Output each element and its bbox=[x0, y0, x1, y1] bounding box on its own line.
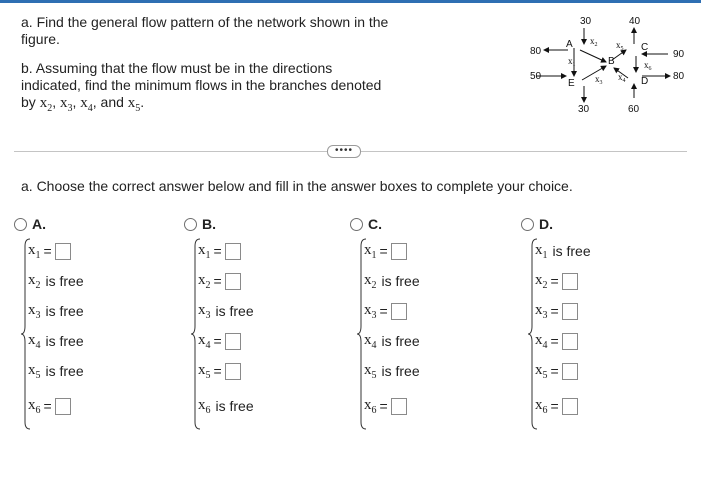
flow-label-80-left: 80 bbox=[530, 46, 542, 57]
choice-header[interactable] bbox=[184, 216, 216, 232]
equals-sign: = bbox=[379, 243, 388, 259]
choice-header[interactable] bbox=[521, 216, 553, 232]
is-free-label: is free bbox=[381, 333, 420, 349]
answer-input-x6[interactable] bbox=[55, 398, 71, 415]
choice-letter: A. bbox=[32, 216, 46, 232]
equation-row-x6 bbox=[198, 397, 254, 415]
branch-label-x6: $x_6$ bbox=[644, 60, 652, 72]
node-label-a: A bbox=[566, 39, 573, 50]
choice-letter: C. bbox=[368, 216, 382, 232]
variable-x4: $x_4$ bbox=[28, 331, 41, 351]
variable-x3: $x_3$ bbox=[28, 301, 41, 321]
equation-row-x5 bbox=[198, 362, 241, 380]
equation-row-x1 bbox=[535, 242, 591, 260]
radio-button-b[interactable] bbox=[184, 218, 197, 231]
variable-x1: $x_1$ bbox=[364, 241, 377, 261]
variable-x4: $x_4$ bbox=[198, 331, 211, 351]
equation-row-x3 bbox=[364, 302, 407, 320]
equation-row-x4 bbox=[364, 332, 420, 350]
choice-header[interactable] bbox=[14, 216, 46, 232]
var-x3: $x_3$ bbox=[59, 95, 73, 114]
var-x5: $x_5$ bbox=[127, 95, 141, 114]
flow-label-30-bottom: 30 bbox=[578, 104, 590, 115]
variable-x6: $x_6$ bbox=[535, 396, 548, 416]
is-free-label: is free bbox=[552, 243, 591, 259]
variable-x2: $x_2$ bbox=[535, 271, 548, 291]
variable-x6: $x_6$ bbox=[364, 396, 377, 416]
answer-choice-b[interactable] bbox=[184, 210, 344, 430]
equals-sign: = bbox=[213, 273, 222, 289]
equation-row-x2 bbox=[535, 272, 578, 290]
variable-x5: $x_5$ bbox=[364, 361, 377, 381]
var-x2: $x_2$ bbox=[39, 95, 53, 114]
question-part-b: b. Assuming that the flow must be in the directions indicated, find the minimum flows in the branches denoted by $x_2$, $x_3$, $x_4$, and $x_5$. bbox=[21, 60, 382, 114]
equation-row-x3 bbox=[198, 302, 254, 320]
is-free-label: is free bbox=[45, 303, 84, 319]
answer-input-x1[interactable] bbox=[391, 243, 407, 260]
variable-x4: $x_4$ bbox=[364, 331, 377, 351]
answer-input-x5[interactable] bbox=[562, 363, 578, 380]
equation-row-x4 bbox=[535, 332, 578, 350]
flow-label-50: 50 bbox=[530, 71, 542, 82]
equation-row-x1 bbox=[28, 242, 71, 260]
equation-row-x2 bbox=[28, 272, 84, 290]
flow-label-40: 40 bbox=[629, 16, 641, 27]
instruction-text: a. Choose the correct answer below and fill in the answer boxes to complete your choice. bbox=[21, 178, 573, 194]
equals-sign: = bbox=[550, 333, 559, 349]
variable-x2: $x_2$ bbox=[198, 271, 211, 291]
branch-label-x5: $x_5$ bbox=[616, 40, 624, 52]
answer-input-x2[interactable] bbox=[562, 273, 578, 290]
is-free-label: is free bbox=[381, 363, 420, 379]
equation-row-x5 bbox=[28, 362, 84, 380]
expand-button[interactable]: •••• bbox=[327, 145, 361, 158]
flow-label-60: 60 bbox=[628, 104, 640, 115]
equals-sign: = bbox=[213, 243, 222, 259]
answer-choice-c[interactable] bbox=[350, 210, 510, 430]
question-part-a bbox=[21, 14, 391, 48]
is-free-label: is free bbox=[45, 273, 84, 289]
variable-x1: $x_1$ bbox=[198, 241, 211, 261]
branch-label-x4: $x_4$ bbox=[618, 72, 626, 84]
top-accent-rule bbox=[0, 0, 701, 3]
variable-x6: $x_6$ bbox=[198, 396, 211, 416]
branch-x3-arrow bbox=[582, 66, 606, 80]
variable-x5: $x_5$ bbox=[198, 361, 211, 381]
question-part-a-text: a. Find the general flow pattern of the network shown in the figure. bbox=[21, 14, 389, 47]
question-part-b-text: b. Assuming that the flow must be in the directions indicated, find the minimum flows in the branches denoted by bbox=[21, 60, 382, 110]
answer-input-x4[interactable] bbox=[225, 333, 241, 350]
equation-row-x2 bbox=[198, 272, 241, 290]
radio-button-c[interactable] bbox=[350, 218, 363, 231]
is-free-label: is free bbox=[381, 273, 420, 289]
equation-row-x1 bbox=[198, 242, 241, 260]
variable-x5: $x_5$ bbox=[28, 361, 41, 381]
variable-x3: $x_3$ bbox=[535, 301, 548, 321]
equation-row-x6 bbox=[28, 397, 71, 415]
equation-row-x5 bbox=[535, 362, 578, 380]
answer-input-x4[interactable] bbox=[562, 333, 578, 350]
node-label-e: E bbox=[568, 78, 575, 89]
flow-label-90: 90 bbox=[673, 49, 685, 60]
equation-row-x1 bbox=[364, 242, 407, 260]
flow-label-80-right: 80 bbox=[673, 71, 685, 82]
equation-row-x3 bbox=[28, 302, 84, 320]
answer-input-x5[interactable] bbox=[225, 363, 241, 380]
equation-row-x3 bbox=[535, 302, 578, 320]
flow-label-30-top: 30 bbox=[580, 16, 592, 27]
equals-sign: = bbox=[43, 398, 52, 414]
variable-x4: $x_4$ bbox=[535, 331, 548, 351]
answer-input-x6[interactable] bbox=[562, 398, 578, 415]
variable-x2: $x_2$ bbox=[364, 271, 377, 291]
variable-x5: $x_5$ bbox=[535, 361, 548, 381]
equation-row-x6 bbox=[535, 397, 578, 415]
answer-input-x1[interactable] bbox=[225, 243, 241, 260]
branch-label-x1: $x_1$ bbox=[568, 56, 576, 68]
variable-x3: $x_3$ bbox=[364, 301, 377, 321]
var-x4: $x_4$ bbox=[80, 95, 93, 114]
equation-row-x4 bbox=[28, 332, 84, 350]
equals-sign: = bbox=[213, 363, 222, 379]
node-label-d: D bbox=[641, 76, 649, 87]
answer-input-x3[interactable] bbox=[391, 303, 407, 320]
network-figure bbox=[530, 10, 701, 120]
equals-sign: = bbox=[213, 333, 222, 349]
equals-sign: = bbox=[550, 303, 559, 319]
answer-input-x2[interactable] bbox=[225, 273, 241, 290]
is-free-label: is free bbox=[215, 303, 254, 319]
equals-sign: = bbox=[43, 243, 52, 259]
equals-sign: = bbox=[379, 398, 388, 414]
answer-input-x3[interactable] bbox=[562, 303, 578, 320]
equals-sign: = bbox=[379, 303, 388, 319]
answer-input-x6[interactable] bbox=[391, 398, 407, 415]
equation-row-x6 bbox=[364, 397, 407, 415]
branch-x2-arrow bbox=[580, 50, 606, 62]
variable-x1: $x_1$ bbox=[28, 241, 41, 261]
is-free-label: is free bbox=[215, 398, 254, 414]
equals-sign: = bbox=[550, 398, 559, 414]
is-free-label: is free bbox=[45, 333, 84, 349]
equals-sign: = bbox=[550, 363, 559, 379]
radio-button-d[interactable] bbox=[521, 218, 534, 231]
choice-letter: B. bbox=[202, 216, 216, 232]
is-free-label: is free bbox=[45, 363, 84, 379]
variable-x2: $x_2$ bbox=[28, 271, 41, 291]
variable-x3: $x_3$ bbox=[198, 301, 211, 321]
radio-button-a[interactable] bbox=[14, 218, 27, 231]
answer-input-x1[interactable] bbox=[55, 243, 71, 260]
choice-header[interactable] bbox=[350, 216, 382, 232]
equals-sign: = bbox=[550, 273, 559, 289]
choice-letter: D. bbox=[539, 216, 553, 232]
variable-x6: $x_6$ bbox=[28, 396, 41, 416]
variable-x1: $x_1$ bbox=[535, 241, 548, 261]
answer-choice-a[interactable] bbox=[14, 210, 174, 430]
node-label-c: C bbox=[641, 42, 649, 53]
and-word: and bbox=[100, 94, 124, 110]
branch-label-x2: $x_2$ bbox=[590, 36, 598, 48]
equation-row-x5 bbox=[364, 362, 420, 380]
branch-label-x3: $x_3$ bbox=[595, 74, 603, 86]
equation-row-x2 bbox=[364, 272, 420, 290]
node-label-b: B bbox=[608, 56, 615, 67]
answer-choice-d[interactable] bbox=[521, 210, 681, 430]
equation-row-x4 bbox=[198, 332, 241, 350]
